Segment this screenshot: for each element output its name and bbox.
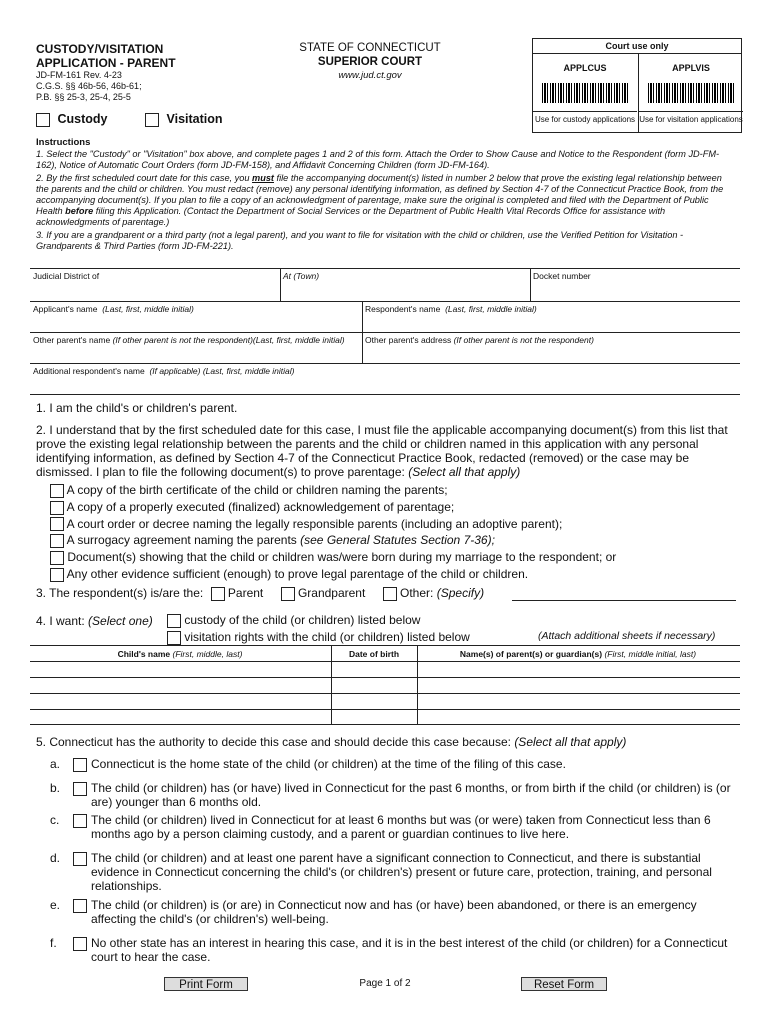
- doc-4-checkbox[interactable]: [50, 534, 64, 548]
- option-f-letter: f.: [50, 936, 57, 950]
- other-parent-address-field[interactable]: Other parent's address (If other parent is not the respondent): [362, 333, 740, 364]
- applicant-name-field[interactable]: Applicant's name (Last, first, middle initial): [30, 302, 362, 333]
- want-custody-checkbox[interactable]: [167, 614, 181, 628]
- col-parents: Name(s) of parent(s) or guardian(s) (First, middle initial, last): [459, 649, 697, 659]
- form-id: JD-FM-161 Rev. 4-23: [36, 70, 122, 80]
- doc-option-5[interactable]: Document(s) showing that the child or children was/were born during my marriage to the respondent; or: [50, 550, 616, 565]
- option-d-checkbox[interactable]: [73, 850, 87, 868]
- doc-option-6[interactable]: Any other evidence sufficient (enough) to prove legal parentage of the child or children.: [50, 567, 616, 582]
- col-dob: Date of birth: [348, 649, 400, 659]
- docket-field[interactable]: Docket number: [530, 269, 740, 302]
- custody-checkbox[interactable]: [36, 113, 50, 127]
- section-2-text: 2. I understand that by the first scheduled date for this case, I must file the applicable accompanying document(s) from this list that prove the existing legal relationship between the parents and the child or children named in this application with any personal identifying information, as defined by Section 4-7 of the Connecticut Practice Book, redacted (removed) or the case may be dismissed. I plan to file the following document(s) to prove parentage: (Select all that apply): [36, 423, 728, 479]
- barcode-icon: [648, 83, 734, 103]
- applvis-code: APPLVIS: [672, 63, 710, 73]
- instruction-2: 2. By the first scheduled court date for this case, you must file the accompanying document(s) listed in number 2 below that prove the existing legal relationship between the parents and the child or children. You must redact (remove) any personal identifying information, as defined by Section 4-7 of the Connecticut Practice Book, from the accompanying document(s). If you plan to file a copy of an acknowledgment of parentage, make sure the original is completed and filed with the Department of Public Health before filing this Application. (Contact the Department of Social Services or the Department of Public Health Vital Records Office for assistance with acknowledgments of parentage.): [36, 173, 724, 227]
- option-e-letter: e.: [50, 898, 61, 912]
- doc-3-checkbox[interactable]: [50, 517, 64, 531]
- additional-respondent-field[interactable]: Additional respondent's name (If applicable) (Last, first, middle initial): [30, 364, 740, 395]
- instructions: [36, 137, 736, 254]
- reset-form-button[interactable]: Reset Form: [521, 977, 607, 991]
- form-title: [36, 42, 176, 70]
- custody-note: Use for custody applications: [533, 111, 637, 124]
- other-checkbox[interactable]: [383, 587, 397, 601]
- doc-option-4[interactable]: A surrogacy agreement naming the parents (see General Statutes Section 7-36);: [50, 533, 616, 548]
- court-name: SUPERIOR COURT: [317, 56, 423, 68]
- instruction-3: 3. If you are a grandparent or a third party (not a legal parent), and you want to file for visitation with the child or children, use the Verified Petition for Visitation - Grandparents & Third Parties (form JD-FM-221).: [36, 230, 684, 251]
- section-1: 1. I am the child's or children's parent.: [36, 401, 238, 415]
- town-field[interactable]: At (Town): [280, 269, 530, 302]
- option-f-text: No other state has an interest in hearing this case, and it is in the best interest of the child (or children) for a Connecticut court to hear the case.: [91, 936, 728, 964]
- option-a-checkbox[interactable]: [73, 756, 87, 774]
- want-visitation-checkbox[interactable]: [167, 631, 181, 645]
- website: www.jud.ct.gov: [338, 70, 402, 81]
- option-c-text: The child (or children) lived in Connecticut for at least 6 months but was (or were) taken from Connecticut less than 6 months ago by a person claiming custody, and a parent or guardian continues to live here.: [91, 813, 711, 841]
- doc-1-checkbox[interactable]: [50, 484, 64, 498]
- option-d-text: The child (or children) and at least one parent have a significant connection to Connecticut, and there is substantial evidence in Connecticut concerning the child's (or children's) present or future care, protection, training, and personal relationships.: [91, 851, 712, 893]
- visitation-note: Use for visitation applications: [639, 111, 743, 124]
- practice-ref: P.B. §§ 25-3, 25-4, 25-5: [36, 92, 131, 102]
- option-b-checkbox[interactable]: [73, 780, 87, 798]
- party-fields: [30, 268, 740, 397]
- form-title-line1: CUSTODY/VISITATION: [36, 42, 164, 56]
- doc-option-3[interactable]: A court order or decree naming the legally responsible parents (including an adoptive parent);: [50, 517, 616, 532]
- section-3: 3. The respondent(s) is/are the: Parent Grandparent Other: (Specify): [36, 586, 485, 600]
- option-d-letter: d.: [50, 851, 61, 865]
- parentage-documents: [50, 483, 616, 582]
- option-b-letter: b.: [50, 781, 61, 795]
- want-visitation[interactable]: visitation rights with the child (or children) listed below: [167, 630, 470, 645]
- judicial-district-field[interactable]: Judicial District of: [30, 269, 280, 302]
- applcus-code: APPLCUS: [563, 63, 607, 73]
- option-e-checkbox[interactable]: [73, 897, 87, 915]
- print-form-button[interactable]: Print Form: [164, 977, 248, 991]
- court-use-heading: Court use only: [533, 39, 741, 54]
- custody-option[interactable]: [36, 112, 107, 127]
- option-c-letter: c.: [50, 813, 60, 827]
- table-row[interactable]: [30, 677, 740, 678]
- custody-label: Custody: [57, 112, 108, 126]
- court-use-custody: [533, 53, 637, 133]
- table-row[interactable]: [30, 693, 740, 694]
- other-parent-name-field[interactable]: Other parent's name (If other parent is not the respondent)(Last, first, middle initial): [30, 333, 362, 364]
- doc-6-checkbox[interactable]: [50, 568, 64, 582]
- section-4-label: 4. I want: (Select one): [36, 614, 153, 628]
- barcode-icon: [542, 83, 628, 103]
- court-use-visitation: [638, 53, 743, 133]
- visitation-label: Visitation: [166, 112, 223, 126]
- option-b-text: The child (or children) has (or have) lived in Connecticut for the past 6 months, or from birth if the child (or children) is (or are) younger than 6 months old.: [91, 781, 731, 809]
- instruction-1: 1. Select the "Custody" or "Visitation" box above, and complete pages 1 and 2 of this form. Attach the Order to Show Cause and Notice to the Respondent (form JD-FM-162), Notice of Automatic Court Orders (form JD-FM-158), and Affidavit Concerning Children (form JD-FM-164).: [36, 149, 720, 170]
- court-use-box: [532, 38, 742, 133]
- instructions-heading: Instructions: [36, 137, 91, 148]
- doc-2-checkbox[interactable]: [50, 501, 64, 515]
- doc-option-2[interactable]: A copy of a properly executed (finalized) acknowledgement of parentage;: [50, 500, 616, 515]
- parent-checkbox[interactable]: [211, 587, 225, 601]
- option-a-text: Connecticut is the home state of the child (or children) at the time of the filing of this case.: [91, 757, 566, 771]
- option-c-checkbox[interactable]: [73, 812, 87, 830]
- statute-ref: C.G.S. §§ 46b-56, 46b-61;: [36, 81, 142, 91]
- option-f-checkbox[interactable]: [73, 935, 87, 953]
- table-row[interactable]: [30, 709, 740, 710]
- form-title-line2: APPLICATION - PARENT: [36, 56, 176, 70]
- option-a-letter: a.: [50, 757, 61, 771]
- option-e-text: The child (or children) is (or are) in Connecticut now and has (or have) been abandoned, or there is an emergency affecting the child's (or children's) well-being.: [91, 898, 697, 926]
- want-options: [167, 613, 470, 645]
- visitation-checkbox[interactable]: [145, 113, 159, 127]
- table-row[interactable]: [30, 724, 740, 725]
- page-number: Page 1 of 2: [359, 978, 411, 989]
- attach-note: (Attach additional sheets if necessary): [538, 630, 716, 642]
- grandparent-checkbox[interactable]: [281, 587, 295, 601]
- want-custody[interactable]: custody of the child (or children) listed below: [167, 613, 470, 628]
- respondent-name-field[interactable]: Respondent's name (Last, first, middle initial): [362, 302, 740, 333]
- section-5-label: 5. Connecticut has the authority to decide this case and should decide this case because: (Select all that apply): [36, 735, 627, 749]
- doc-5-checkbox[interactable]: [50, 551, 64, 565]
- specify-line[interactable]: [512, 600, 736, 601]
- doc-option-1[interactable]: A copy of the birth certificate of the child or children naming the parents;: [50, 483, 616, 498]
- col-child-name: Child's name (First, middle, last): [117, 649, 243, 659]
- visitation-option[interactable]: [145, 112, 223, 127]
- form-references: [36, 70, 142, 103]
- state-name: STATE OF CONNECTICUT: [299, 42, 441, 54]
